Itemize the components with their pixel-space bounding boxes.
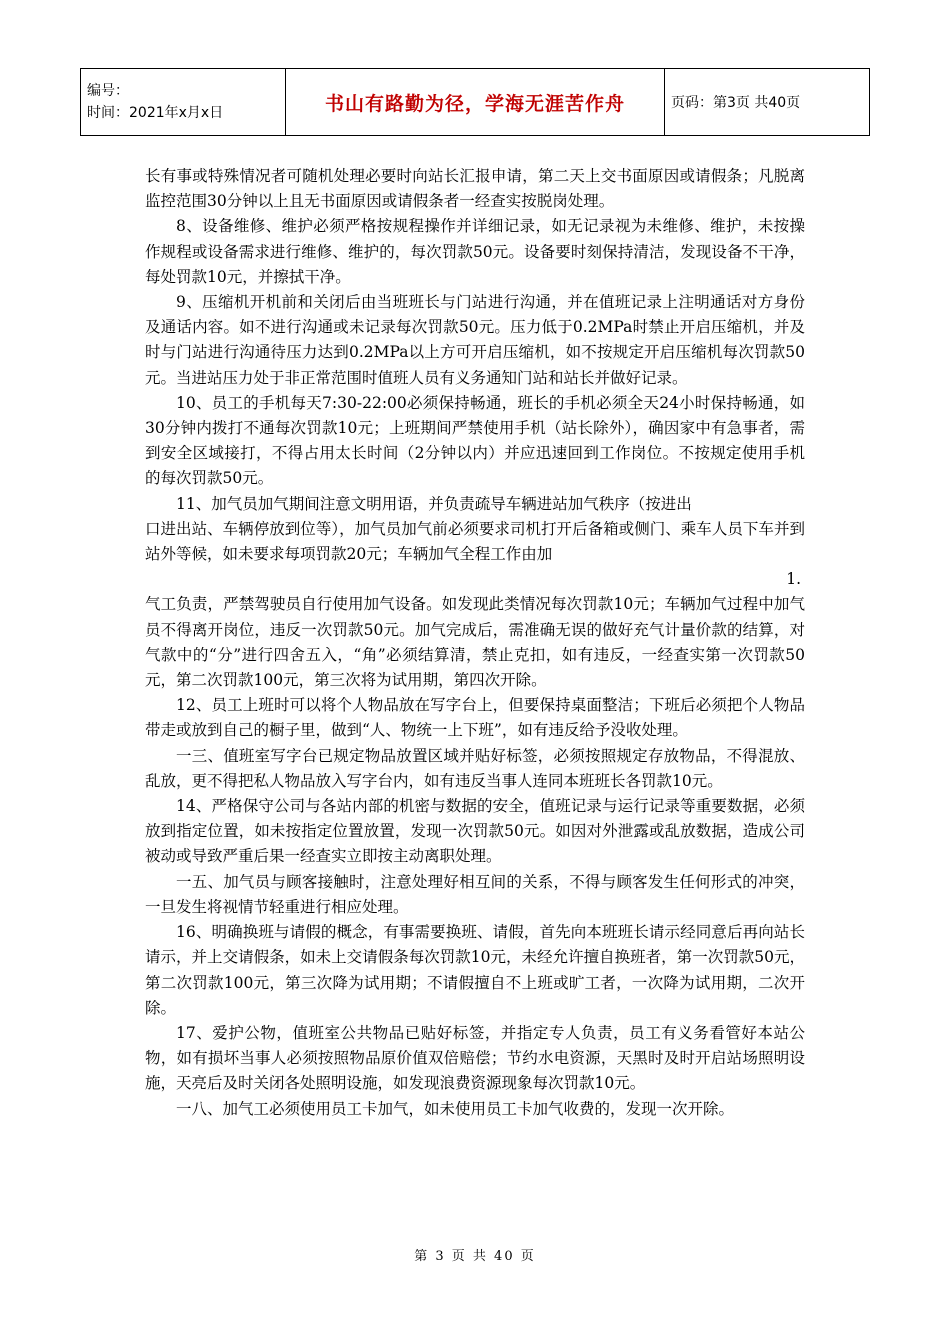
document-body — [145, 164, 805, 1122]
doc-number-label: 编号： — [87, 83, 129, 99]
paragraph-rule-15: 一五、加气员与顾客接触时，注意处理好相互间的关系，不得与顾客发生任何形式的冲突，一旦发生将视情节轻重进行相应处理。 — [145, 872, 805, 916]
paragraph-rule-9: 9、压缩机开机前和关闭后由当班班长与门站进行沟通，并在值班记录上注明通话对方身份及通话内容。如不进行沟通或未记录每次罚款50元。压力低于0.2MPa时禁止开启压缩机，并及时与门站进行沟通待压力达到0.2MPa以上方可开启压缩机，如不按规定开启压缩机每次罚款50元。当进站压力处于非正常范围时值班人员有义务通知门站和站长并做好记录。 — [145, 293, 805, 387]
paragraph-rule-11-cont: 口进出站、车辆停放到位等），加气员加气前必须要求司机打开后备箱或侧门、乘车人员下车并到站外等候，如未要求每项罚款20元；车辆加气全程工作由加 — [145, 519, 805, 564]
doc-time-label: 时间：2021年x月x日 — [87, 105, 224, 121]
header-info-cell — [81, 69, 286, 136]
paragraph-rule-17: 17、爱护公物，值班室公共物品已贴好标签，并指定专人负责，员工有义务看管好本站公物，如有损坏当事人必须按照物品原价值双倍赔偿；节约水电资源，天黑时及时开启站场照明设施，天亮后及时关闭各处照明设施，如发现浪费资源现象每次罚款10元。 — [145, 1023, 805, 1093]
paragraph-rule-14: 14、严格保守公司与各站内部的机密与数据的安全，值班记录与运行记录等重要数据，必须放到指定位置，如未按指定位置放置，发现一次罚款50元。如因对外泄露或乱放数据，造成公司被动或导致严重后果一经查实立即按主动离职处理。 — [145, 797, 805, 866]
page-footer: 第 3 页 共 40 页 — [414, 1249, 536, 1264]
paragraph-rule-11-start: 11、加气员加气期间注意文明用语，并负责疏导车辆进站加气秩序（按进出 — [176, 494, 692, 513]
header-page-info: 页码：第3页 共40页 — [665, 69, 870, 136]
page-marker: 1. — [786, 570, 801, 589]
paragraph-rule-8: 8、设备维修、维护必须严格按规程操作并详细记录，如无记录视为未维修、维护，未按操作规程或设备需求进行维修、维护的，每次罚款50元。设备要时刻保持清洁，发现设备不干净，每处罚款10元，并擦拭干净。 — [145, 217, 805, 286]
paragraph-rule-11-end: 气工负责，严禁驾驶员自行使用加气设备。如发现此类情况每次罚款10元；车辆加气过程中加气员不得离开岗位，违反一次罚款50元。加气完成后，需准确无误的做好充气计量价款的结算，对气款中的“分”进行四舍五入，“角”必须结算清，禁止克扣，如有违反，一经查实第一次罚款50元，第二次罚款100元，第三次将为试用期，第四次开除。 — [145, 595, 805, 690]
header-motto: 书山有路勤为径，学海无涯苦作舟 — [286, 69, 665, 136]
paragraph-rule-12: 12、员工上班时可以将个人物品放在写字台上，但要保持桌面整洁；下班后必须把个人物品带走或放到自己的橱子里，做到“人、物统一上下班”，如有违反给予没收处理。 — [145, 696, 805, 740]
paragraph-rule-10: 10、员工的手机每天7:30-22:00必须保持畅通，班长的手机必须全天24小时保持畅通，如30分钟内拨打不通每次罚款10元；上班期间严禁使用手机（站长除外），确因家中有急事者，需到安全区域接打，不得占用太长时间（2分钟以内）并应迅速回到工作岗位。不按规定使用手机的每次罚款50元。 — [145, 393, 805, 488]
paragraph-continuation: 长有事或特殊情况者可随机处理必要时向站长汇报申请，第二天上交书面原因或请假条；凡脱离监控范围30分钟以上且无书面原因或请假条者一经查实按脱岗处理。 — [145, 167, 805, 211]
paragraph-rule-18: 一八、加气工必须使用员工卡加气，如未使用员工卡加气收费的，发现一次开除。 — [176, 1099, 735, 1118]
paragraph-rule-13: 一三、值班室写字台已规定物品放置区域并贴好标签，必须按照规定存放物品，不得混放、乱放，更不得把私人物品放入写字台内，如有违反当事人连同本班班长各罚款10元。 — [145, 746, 805, 790]
paragraph-rule-16: 16、明确换班与请假的概念，有事需要换班、请假，首先向本班班长请示经同意后再向站长请示，并上交请假条，如未上交请假条每次罚款10元，未经允许擅自换班者，第一次罚款50元，第二次罚款100元，第三次降为试用期；不请假擅自不上班或旷工者，一次降为试用期，二次开除。 — [145, 923, 805, 1017]
document-header — [80, 68, 870, 136]
